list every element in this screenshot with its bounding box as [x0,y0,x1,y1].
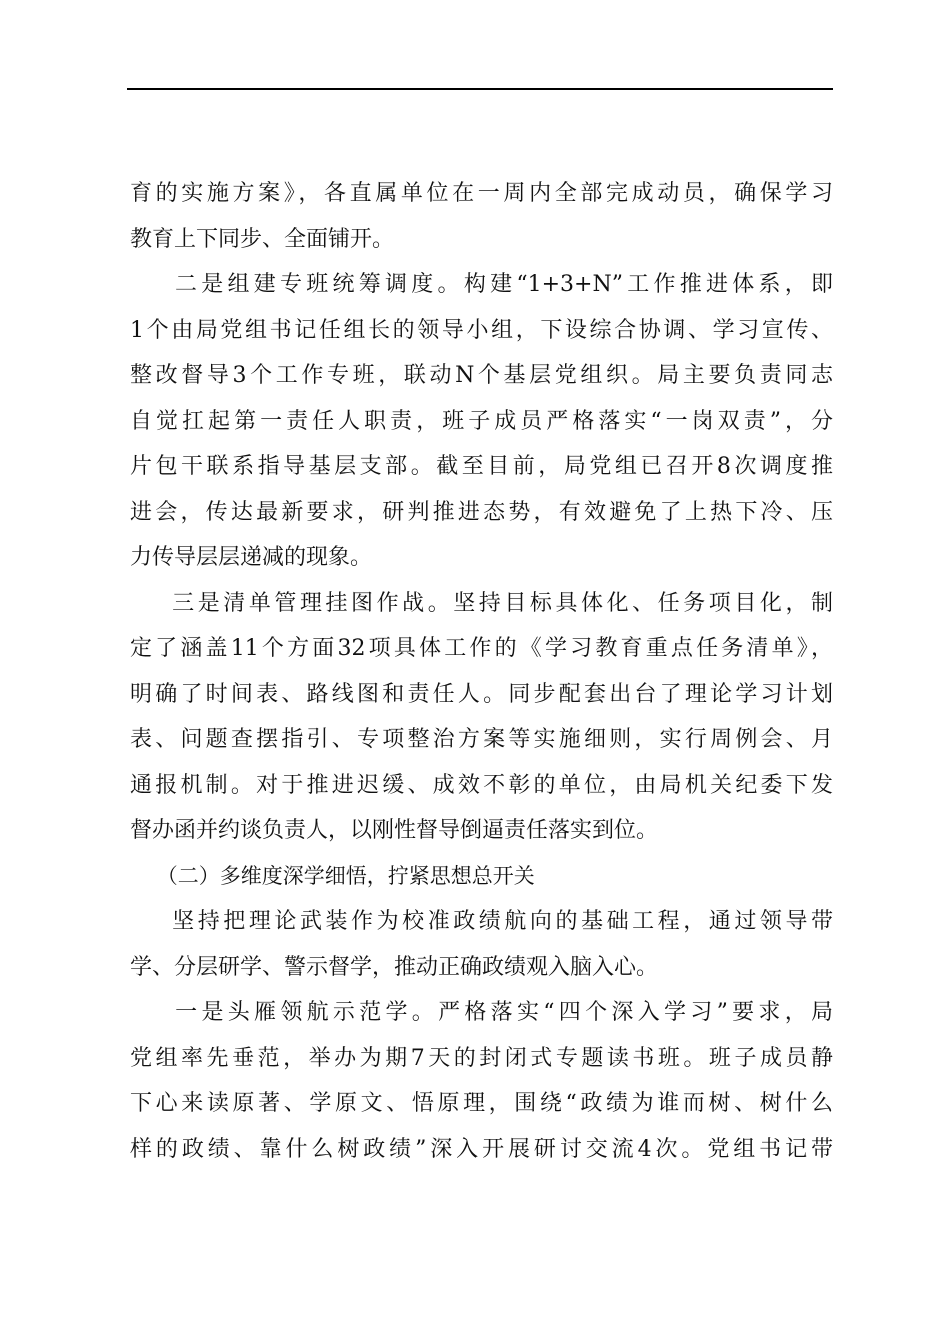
section-heading: （二）多维度深学细悟，拧紧思想总开关 [130,863,535,888]
text-line: 定了涵盖11个方面32项具体工作的《学习教育重点任务清单》， [130,636,833,661]
text-line: 育的实施方案》，各直属单位在一周内全部完成动员，确保学习 [130,181,833,206]
text-line: 整改督导3个工作专班，联动N个基层党组织。局主要负责同志 [130,363,833,388]
header-rule [127,88,833,90]
text-line: 自觉扛起第一责任人职责，班子成员严格落实“一岗双责”，分 [130,408,833,434]
body-text [130,171,833,1172]
text-line: 样的政绩、靠什么树政绩”深入开展研讨交流4次。党组书记带 [130,1136,833,1162]
text-line: 教育上下同步、全面铺开。 [130,226,395,252]
text-line: 二是组建专班统筹调度。构建“1+3+N”工作推进体系，即 [130,272,833,297]
text-line: 片包干联系指导基层支部。截至目前，局党组已召开8次调度推 [130,454,833,479]
text-line: 表、问题查摆指引、专项整治方案等实施细则，实行周例会、月 [130,727,833,752]
text-line: 通报机制。对于推进迟缓、成效不彰的单位，由局机关纪委下发 [130,772,833,798]
text-line: 明确了时间表、路线图和责任人。同步配套出台了理论学习计划 [130,681,833,707]
text-line: 督办函并约谈负责人，以刚性督导倒逼责任落实到位。 [130,818,659,843]
text-line: 坚持把理论武装作为校准政绩航向的基础工程，通过领导带 [130,909,833,934]
text-line: 三是清单管理挂图作战。坚持目标具体化、任务项目化，制 [130,590,833,616]
text-line: 力传导层层递减的现象。 [130,545,373,570]
text-line: 学、分层研学、警示督学，推动正确政绩观入脑入心。 [130,954,659,980]
text-line: 下心来读原著、学原文、悟原理，围绕“政绩为谁而树、树什么 [130,1091,833,1116]
text-line: 进会，传达最新要求，研判推进态势，有效避免了上热下冷、压 [130,499,833,525]
text-line: 一是头雁领航示范学。严格落实“四个深入学习”要求，局 [130,1000,833,1025]
text-line: 1个由局党组书记任组长的领导小组，下设综合协调、学习宣传、 [130,317,833,343]
text-line: 党组率先垂范，举办为期7天的封闭式专题读书班。班子成员静 [130,1045,833,1071]
